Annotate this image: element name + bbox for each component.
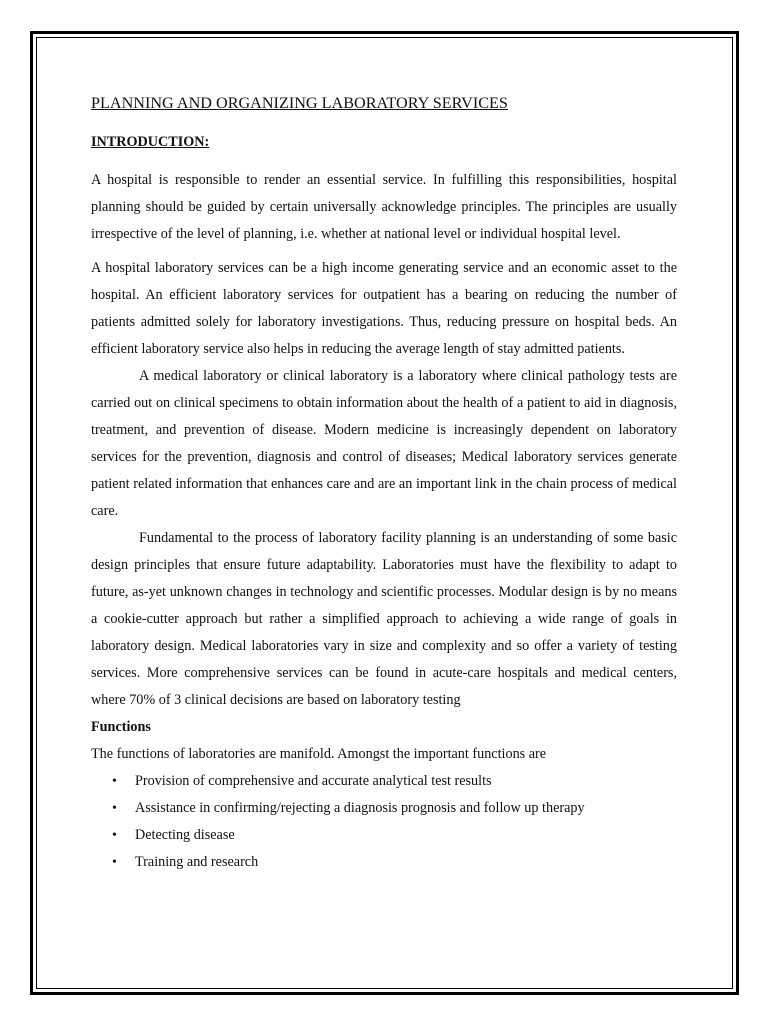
bullet-icon: • — [112, 828, 117, 843]
document-title: PLANNING AND ORGANIZING LABORATORY SERVICES — [91, 94, 508, 112]
list-item-text: Detecting disease — [135, 827, 235, 843]
list-item — [91, 795, 677, 822]
bullet-icon: • — [112, 801, 117, 816]
list-item-text: Provision of comprehensive and accurate analytical test results — [135, 773, 492, 789]
paragraph-4: Fundamental to the process of laboratory facility planning is an understanding of some basic design principles that ensure future adaptability. Laboratories must have the flexibility to adapt to future, as-yet unknown changes in technology and scientific processes. Modular design is by no means a cookie-cutter approach but rather a simplified approach to achieving a wide range of goals in laboratory design. Medical laboratories vary in size and complexity and so offer a variety of testing services. More comprehensive services can be found in acute-care hospitals and medical centers, where 70% of 3 clinical decisions are based on laboratory testing — [91, 530, 677, 708]
list-item-text: Assistance in confirming/rejecting a diagnosis prognosis and follow up therapy — [135, 800, 585, 816]
functions-intro: The functions of laboratories are manifold. Amongst the important functions are — [91, 746, 547, 762]
functions-list — [91, 768, 677, 876]
paragraph-3: A medical laboratory or clinical laboratory is a laboratory where clinical pathology tests are carried out on clinical specimens to obtain information about the health of a patient to aid in diagnosis, treatment, and prevention of disease. Modern medicine is increasingly dependent on laboratory services for the prevention, diagnosis and control of diseases; Medical laboratory services generate patient related information that enhances care and are an important link in the chain process of medical care. — [91, 368, 677, 519]
section-heading-introduction: INTRODUCTION: — [91, 134, 210, 150]
bullet-icon: • — [112, 855, 117, 870]
list-item — [91, 822, 677, 849]
list-item-text: Training and research — [135, 854, 259, 870]
list-item — [91, 849, 677, 876]
paragraph-1: A hospital is responsible to render an essential service. In fulfilling this responsibilities, hospital planning should be guided by certain universally acknowledge principles. The principles are usually irrespective of the level of planning, i.e. whether at national level or individual hospital level. — [91, 172, 677, 242]
bullet-icon: • — [112, 774, 117, 789]
document-body — [91, 92, 677, 876]
list-item — [91, 768, 677, 795]
functions-heading: Functions — [91, 719, 151, 735]
paragraph-2: A hospital laboratory services can be a high income generating service and an economic asset to the hospital. An efficient laboratory services for outpatient has a bearing on reducing the number of patients admitted solely for laboratory investigations. Thus, reducing pressure on hospital beds. An efficient laboratory service also helps in reducing the average length of stay admitted patients. — [91, 260, 677, 357]
